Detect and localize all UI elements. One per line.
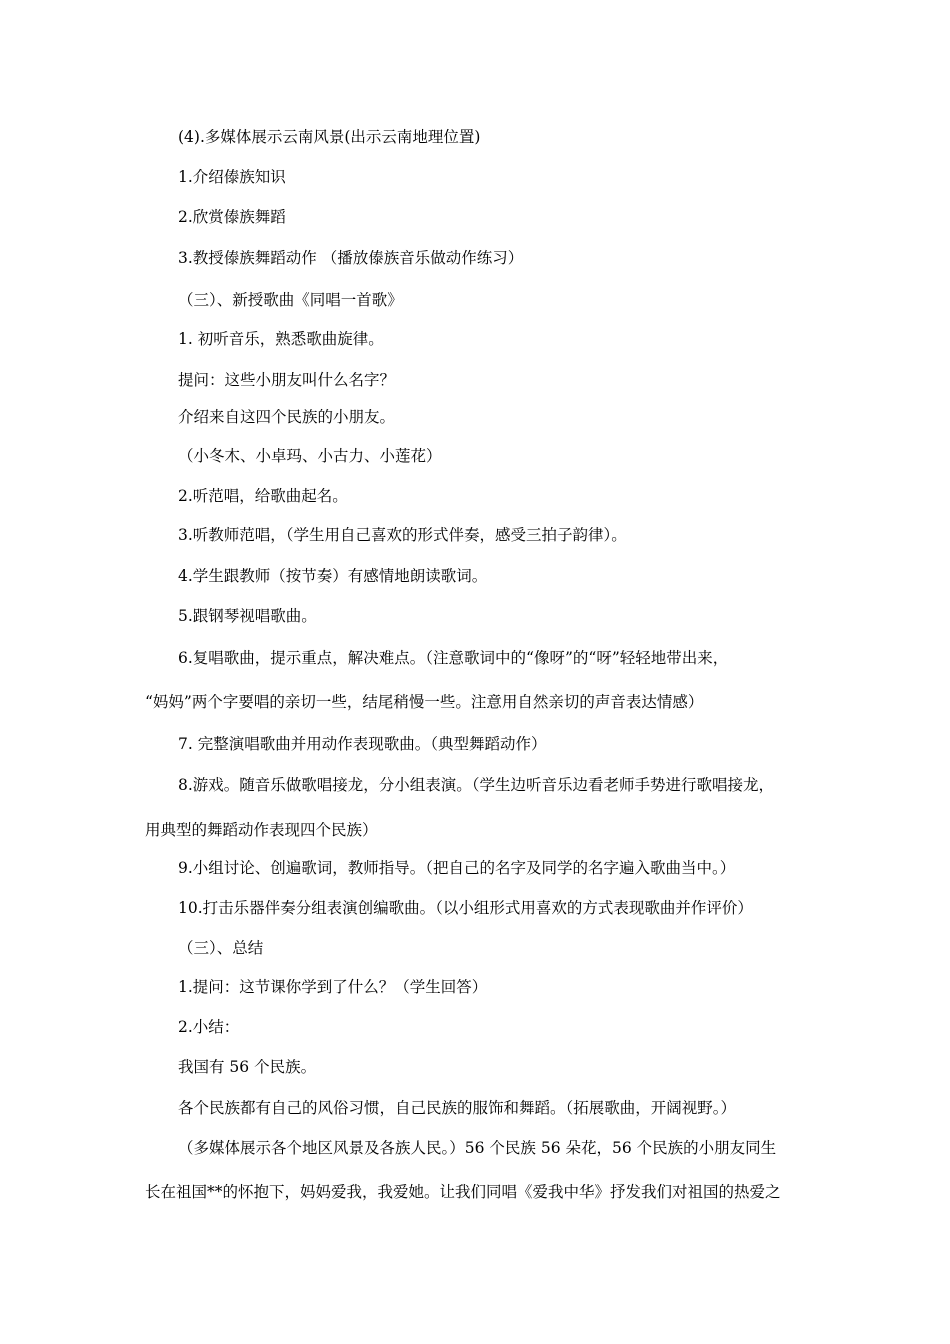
paragraph-line: 1.提问：这节课你学到了什么？（学生回答）: [178, 978, 488, 996]
paragraph-line: 5.跟钢琴视唱歌曲。: [178, 607, 317, 625]
paragraph-line: 6.复唱歌曲，提示重点，解决难点。（注意歌词中的“像呀”的“呀”轻轻地带出来，: [178, 649, 729, 667]
paragraph-line: 2.欣赏傣族舞蹈: [178, 208, 286, 226]
paragraph-line: 4.学生跟教师（按节奏）有感情地朗读歌词。: [178, 567, 488, 585]
paragraph-line: “妈妈”两个字要唱的亲切一些，结尾稍慢一些。注意用自然亲切的声音表达情感）: [145, 693, 704, 711]
paragraph-line: （多媒体展示各个地区风景及各族人民。）56 个民族 56 朵花，56 个民族的小朋友同生: [178, 1139, 777, 1157]
paragraph-line: （小冬木、小卓玛、小古力、小莲花）: [178, 447, 442, 465]
paragraph-line: 各个民族都有自己的风俗习惯，自己民族的服饰和舞蹈。（拓展歌曲，开阔视野。）: [178, 1099, 737, 1117]
paragraph-line: 1. 初听音乐，熟悉歌曲旋律。: [178, 330, 384, 348]
paragraph-line: 7. 完整演唱歌曲并用动作表现歌曲。（典型舞蹈动作）: [178, 735, 547, 753]
paragraph-line: 用典型的舞蹈动作表现四个民族）: [145, 821, 378, 839]
section-heading: （三）、新授歌曲《同唱一首歌》: [178, 291, 403, 309]
paragraph-line: 1.介绍傣族知识: [178, 168, 286, 186]
paragraph-line: 10.打击乐器伴奏分组表演创编歌曲。（以小组形式用喜欢的方式表现歌曲并作评价）: [178, 899, 753, 917]
paragraph-line: 8.游戏。随音乐做歌唱接龙，分小组表演。（学生边听音乐边看老师手势进行歌唱接龙，: [178, 776, 775, 794]
paragraph-line: 2.听范唱，给歌曲起名。: [178, 487, 348, 505]
paragraph-line: 3.教授傣族舞蹈动作 （播放傣族音乐做动作练习）: [178, 249, 524, 267]
section-heading: （三）、总结: [178, 939, 264, 957]
paragraph-line: 2.小结：: [178, 1018, 240, 1036]
paragraph-line: 3.听教师范唱，（学生用自己喜欢的形式伴奏，感受三拍子韵律）。: [178, 526, 627, 544]
paragraph-line: 介绍来自这四个民族的小朋友。: [178, 408, 396, 426]
paragraph-line: 提问：这些小朋友叫什么名字？: [178, 371, 396, 389]
paragraph-line: (4).多媒体展示云南风景(出示云南地理位置): [178, 128, 481, 146]
paragraph-line: 长在祖国**的怀抱下，妈妈爱我，我爱她。让我们同唱《爱我中华》抒发我们对祖国的热爱之: [145, 1183, 781, 1201]
paragraph-line: 我国有 56 个民族。: [178, 1058, 317, 1076]
paragraph-line: 9.小组讨论、创遍歌词，教师指导。（把自己的名字及同学的名字遍入歌曲当中。）: [178, 859, 736, 877]
